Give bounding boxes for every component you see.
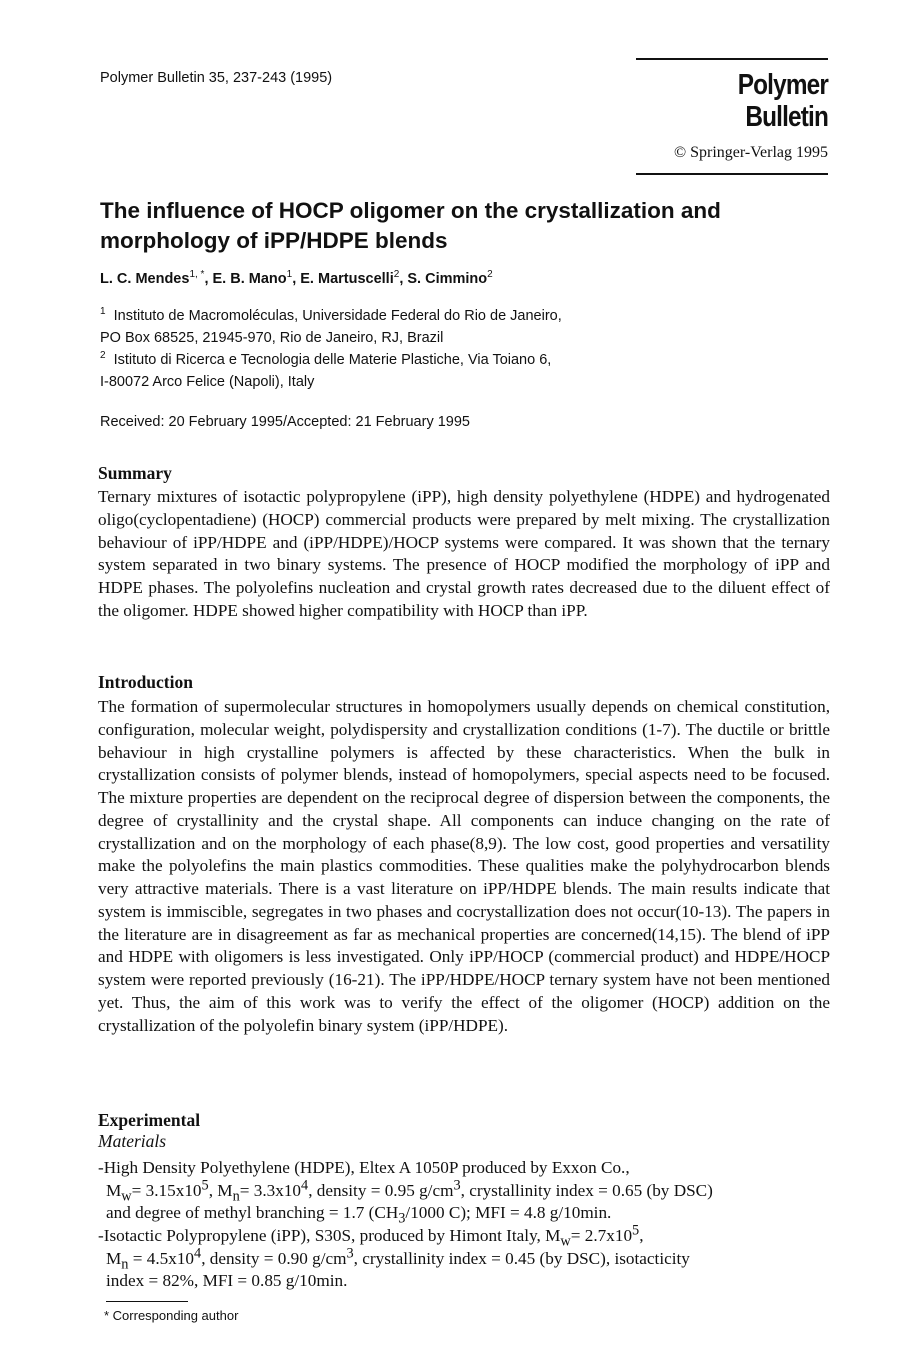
superscript: 3: [346, 1244, 354, 1261]
text-run: M: [106, 1248, 122, 1268]
text-run: , density = 0.90 g/cm: [201, 1248, 347, 1268]
superscript: 4: [301, 1176, 309, 1193]
author-affiliation-mark: 2: [393, 269, 400, 281]
text-run: /1000 C); MFI = 4.8 g/10min.: [405, 1203, 612, 1222]
summary-text: Ternary mixtures of isotactic polypropylene (iPP), high density polyethylene (HDPE) and hydrogenated oligo(cyclopentadiene) (HOCP) commercial products were prepared by melt mixing. The crystallization behaviour of iPP/HDPE and (iPP/HDPE)/HOCP systems were compared. It was shown that the ternary system separated in two binary systems. The presence of HOCP modified the morphology of iPP and HDPE phases. The polyolefins nucleation and crystal growth rates decreased due to the diluent effect of the oligomer. HDPE showed higher compatibility with HOCP than iPP.: [98, 487, 830, 620]
author-separator: ,: [292, 271, 301, 287]
author-affiliation-mark: 1: [286, 269, 293, 281]
text-run: = 3.3x10: [239, 1180, 302, 1200]
text-run: , crystallinity index = 0.65 (by DSC): [460, 1180, 713, 1200]
material-line: [98, 1202, 820, 1225]
affiliation-line: [100, 305, 562, 327]
material-ipp: [98, 1222, 820, 1293]
masthead-bottom-rule: [636, 173, 828, 175]
affiliation-line: I-80072 Arco Felice (Napoli), Italy: [100, 374, 315, 390]
superscript: 5: [201, 1176, 209, 1193]
paper-title: The influence of HOCP oligomer on the crystallization and morphology of iPP/HDPE blends: [100, 198, 721, 253]
experimental-heading: Experimental: [98, 1110, 201, 1130]
affiliation-line: PO Box 68525, 21945-970, Rio de Janeiro, RJ, Brazil: [100, 330, 444, 346]
material-hdpe: [98, 1157, 820, 1225]
subscript: w: [121, 1187, 132, 1204]
text-run: = 2.7x10: [570, 1226, 633, 1245]
subscript: n: [232, 1187, 240, 1204]
material-line: [98, 1176, 820, 1204]
introduction-heading: Introduction: [98, 672, 193, 692]
author-name: L. C. Mendes: [100, 271, 190, 287]
author-list: [100, 271, 493, 287]
author-separator: ,: [204, 271, 213, 287]
subscript: n: [121, 1255, 129, 1272]
journal-masthead: [636, 58, 828, 175]
author-name: E. Martuscelli: [300, 271, 394, 287]
subscript: w: [560, 1233, 571, 1250]
footnote-rule: [106, 1301, 188, 1302]
text-run: = 4.5x10: [128, 1248, 195, 1268]
author-affiliation-mark: 1, *: [189, 269, 205, 281]
material-line: [98, 1222, 820, 1250]
text-run: = 3.15x10: [131, 1180, 202, 1200]
summary-heading: Summary: [98, 463, 172, 483]
affiliations: [100, 305, 562, 393]
material-line: [98, 1244, 820, 1272]
introduction-text: The formation of supermolecular structures in homopolymers usually depends on chemical constitution, configuration, molecular weight, polydispersity and crystallization conditions (1-7). The ductile or brittle behaviour in high crystalline polymers is affected by these characteristics. When the bulk in crystallization consists of polymer blends, instead of homopolymers, special aspects need to be focused. The mixture properties are dependent on the reciprocal degree of dispersion between the components, the degree of crystallinity and the crystal shape. All components can induce changing on the rate of crystallization and on the morphology of each phase(8,9). The low cost, good properties and versatility make the polyolefins the main plastics commodities. These qualities make the polyhydrocarbon blends very attractive materials. There is a vast literature on iPP/HDPE blends. The main results indicate that system is immiscible, segregates in two phases and cocrystallization does not occur(10-13). The papers in the literature are in disagreement as far as mechanical properties are concerned(14,15). The blend of iPP and HDPE with oligomers is less investigated. Only iPP/HOCP (commercial product) and HDPE/HOCP system were reported previously (16-21). The iPP/HDPE/HOCP ternary system have not been mentioned yet. Thus, the aim of this work was to verify the effect of the oligomer (HOCP) addition on the crystallization of the polyolefin binary system (iPP/HDPE).: [98, 697, 830, 1035]
text-run: , density = 0.95 g/cm: [308, 1180, 454, 1200]
affiliation-mark: 1: [100, 306, 106, 318]
text-run: M: [106, 1180, 122, 1200]
text-run: -Isotactic Polypropylene (iPP), S30S, produced by Himont Italy, M: [98, 1226, 561, 1245]
author-name: S. Cimmino: [407, 271, 488, 287]
copyright-notice: © Springer-Verlag 1995: [673, 144, 828, 161]
received-date: Received: 20 February 1995/Accepted: 21 February 1995: [100, 414, 470, 430]
journal-reference: Polymer Bulletin 35, 237-243 (1995): [100, 70, 333, 86]
author-separator: ,: [399, 271, 408, 287]
journal-title: Polymer Bulletin: [737, 69, 828, 133]
material-line: index = 82%, MFI = 0.85 g/10min.: [106, 1271, 348, 1290]
superscript: 3: [453, 1176, 461, 1193]
masthead-top-rule: [636, 58, 828, 60]
subscript: 3: [398, 1210, 406, 1227]
footnote: * Corresponding author: [104, 1308, 239, 1323]
text-run: , M: [208, 1180, 233, 1200]
author-name: E. B. Mano: [212, 271, 287, 287]
author-affiliation-mark: 2: [487, 269, 493, 281]
superscript: 5: [632, 1222, 640, 1239]
affiliation-text: Instituto de Macromoléculas, Universidade Federal do Rio de Janeiro,: [113, 308, 562, 324]
affiliation-text: Istituto di Ricerca e Tecnologia delle Materie Plastiche, Via Toiano 6,: [113, 352, 552, 368]
affiliation-mark: 2: [100, 350, 106, 362]
materials-subheading: Materials: [98, 1131, 167, 1151]
text-run: and degree of methyl branching = 1.7 (CH: [106, 1203, 399, 1222]
material-line: -High Density Polyethylene (HDPE), Eltex A 1050P produced by Exxon Co.,: [98, 1158, 630, 1177]
affiliation-line: [100, 349, 562, 371]
text-run: , crystallinity index = 0.45 (by DSC), isotacticity: [353, 1248, 690, 1268]
text-run: ,: [639, 1226, 644, 1245]
superscript: 4: [194, 1244, 202, 1261]
